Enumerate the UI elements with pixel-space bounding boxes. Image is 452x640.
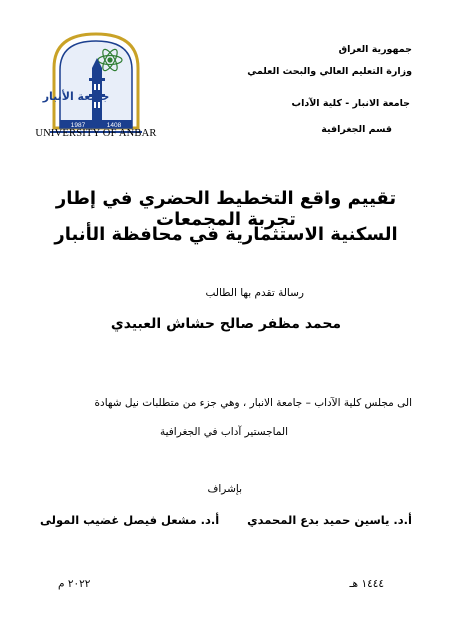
header-department: قسم الجغرافية (321, 124, 392, 135)
submission-line1: الى مجلس كلية الآداب – جامعة الانبار ، وهي جزء من متطلبات نيل شهادة (94, 397, 412, 409)
university-logo (40, 28, 152, 140)
gregorian-date: ٢٠٢٢ م (58, 578, 91, 590)
logo-year-right: 1408 (106, 122, 122, 129)
header-college: جامعة الانبار - كلية الآداب (291, 98, 410, 109)
header-country: جمهورية العراق (338, 44, 412, 55)
header-ministry: وزارة التعليم العالي والبحث العلمي (247, 66, 412, 77)
logo-arabic-name: جامعة الأنبار (42, 90, 110, 103)
student-name: محمد مظفر صالح حشاش العبيدي (110, 316, 342, 332)
presented-by-label: رسالة تقدم بها الطالب (205, 287, 304, 299)
supervisor-2: أ.د. مشعل فيصل غضيب المولى (40, 513, 220, 527)
hijri-date: ١٤٤٤ هـ (349, 578, 384, 590)
supervision-label: بإشراف (207, 483, 242, 495)
logo-year-left: 1987 (70, 122, 86, 129)
supervisor-1: أ.د. ياسين حميد بدع المحمدي (247, 513, 412, 527)
submission-line2: الماجستير آداب في الجغرافية (159, 426, 288, 438)
thesis-title-line2: السكنية الاستثمارية في محافظة الأنبار (54, 224, 398, 245)
university-caption: UNIVERSITY OF ANBAR (35, 128, 157, 139)
thesis-title-line1: تقييم واقع التخطيط الحضري في إطار تجربة المجمعات (55, 188, 397, 230)
